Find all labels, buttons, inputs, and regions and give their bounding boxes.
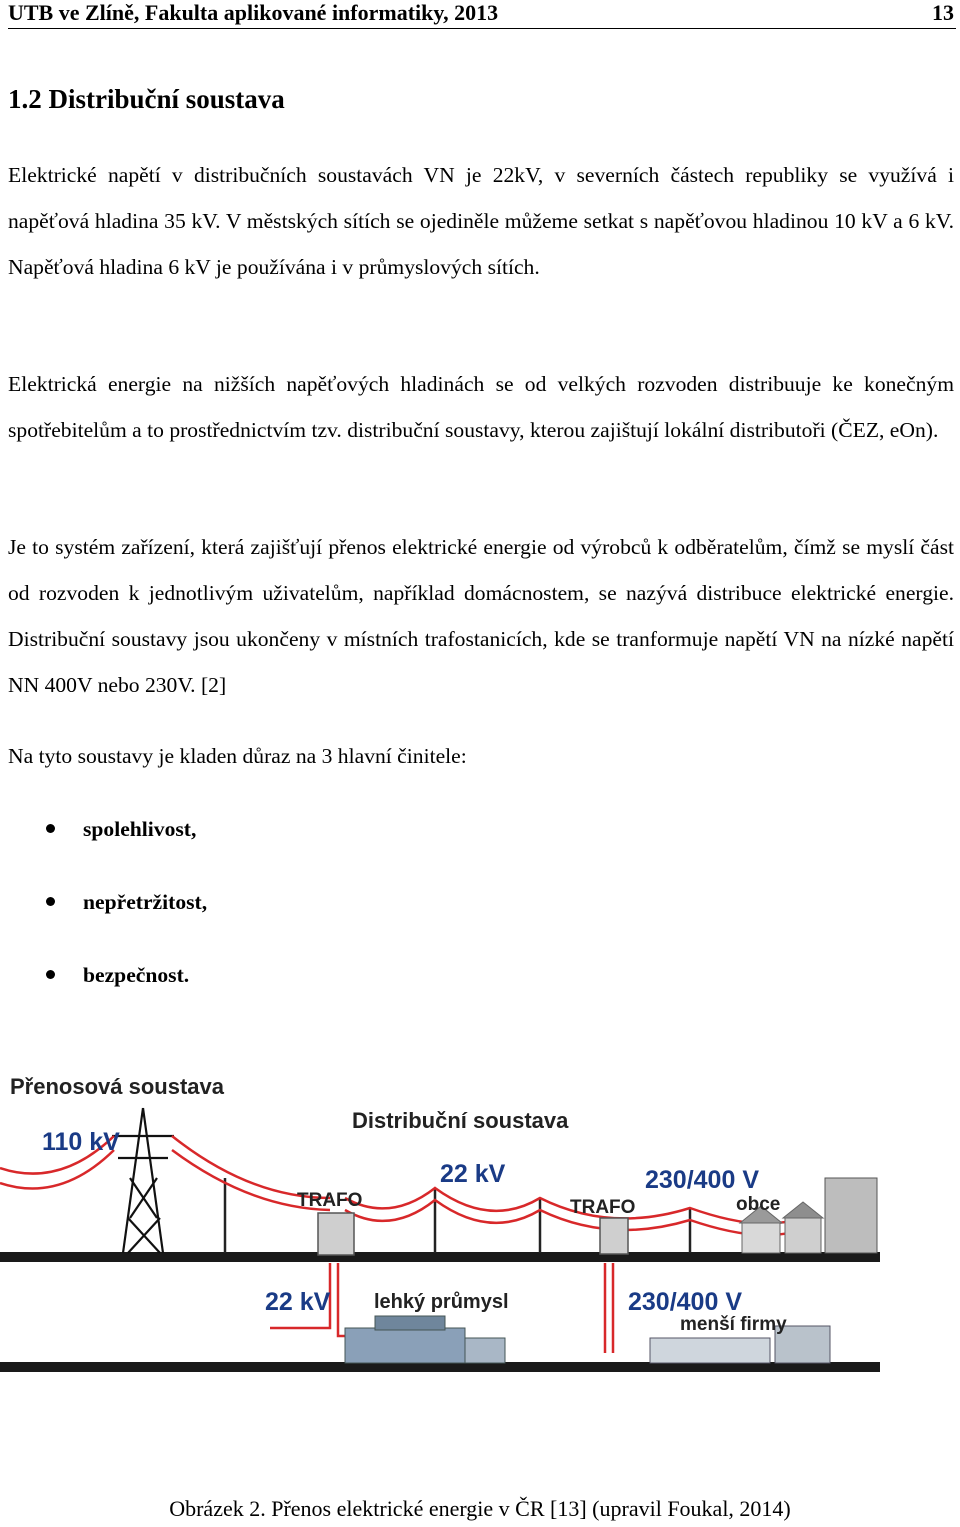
page-number: 13 [932, 0, 954, 25]
list-item-label: nepřetržitost, [83, 890, 208, 914]
label-small-firms: menší firmy [680, 1314, 787, 1335]
list-item-label: spolehlivost, [83, 817, 197, 841]
houses-icon [740, 1178, 877, 1253]
label-trafo-1: TRAFO [297, 1190, 363, 1211]
transformer-icon [600, 1218, 628, 1254]
label-230-400v-top: 230/400 V [645, 1166, 759, 1194]
label-22kv-bottom: 22 kV [265, 1288, 331, 1316]
header-title: UTB ve Zlíně, Fakulta aplikované informatiky, 2013 [8, 0, 499, 25]
bullet-icon [46, 897, 55, 906]
distribution-diagram [0, 1058, 900, 1403]
label-trafo-2: TRAFO [570, 1197, 636, 1218]
label-110kv: 110 kV [42, 1128, 120, 1156]
section-heading: 1.2 Distribuční soustava [8, 84, 285, 114]
label-obce: obce [736, 1194, 781, 1215]
list-item-label: bezpečnost. [83, 963, 190, 987]
paragraph-system-definition: Je to systém zařízení, která zajišťují přenos elektrické energie od výrobců k odběratelům, čímž se myslí část od rozvoden k jednotlivým uživatelům, například domácnostem, se nazývá distribuce elektrické energie. Distribuční soustavy jsou ukončeny v místních trafostanicích, kde se tranformuje napětí VN na nízké napětí NN 400V nebo 230V. [2] [8, 535, 954, 697]
page-header [8, 0, 956, 29]
paragraph-factors-intro: Na tyto soustavy je kladen důraz na 3 hlavní činitele: [8, 744, 467, 768]
factory-icon [345, 1316, 505, 1363]
transformer-icon [318, 1213, 354, 1255]
label-transmission: Přenosová soustava [10, 1074, 224, 1099]
paragraph-distribution: Elektrická energie na nižších napěťových hladinách se od velkých rozvoden distribuuje ke konečným spotřebitelům a to prostřednictvím tzv. distribuční soustavy, kterou zajištují lokální distributoři (ČEZ, eOn). [8, 372, 954, 442]
pylon-icon [112, 1108, 174, 1253]
label-22kv-top: 22 kV [440, 1160, 506, 1188]
paragraph-voltage-levels: Elektrické napětí v distribučních soustavách VN je 22kV, v severních částech republiky se využívá i napěťová hladina 35 kV. V městských sítích se ojediněle můžeme setkat s napěťovou hladinou 10 kV a 6 kV. Napěťová hladina 6 kV je používána i v průmyslových sítích. [8, 163, 954, 279]
bullet-icon [46, 970, 55, 979]
bullet-icon [46, 824, 55, 833]
label-230-400v-bottom: 230/400 V [628, 1288, 742, 1316]
label-distribution: Distribuční soustava [352, 1108, 569, 1133]
label-light-industry: lehký průmysl [374, 1291, 509, 1313]
figure-caption: Obrázek 2. Přenos elektrické energie v ČR [13] (upravil Foukal, 2014) [169, 1496, 791, 1521]
